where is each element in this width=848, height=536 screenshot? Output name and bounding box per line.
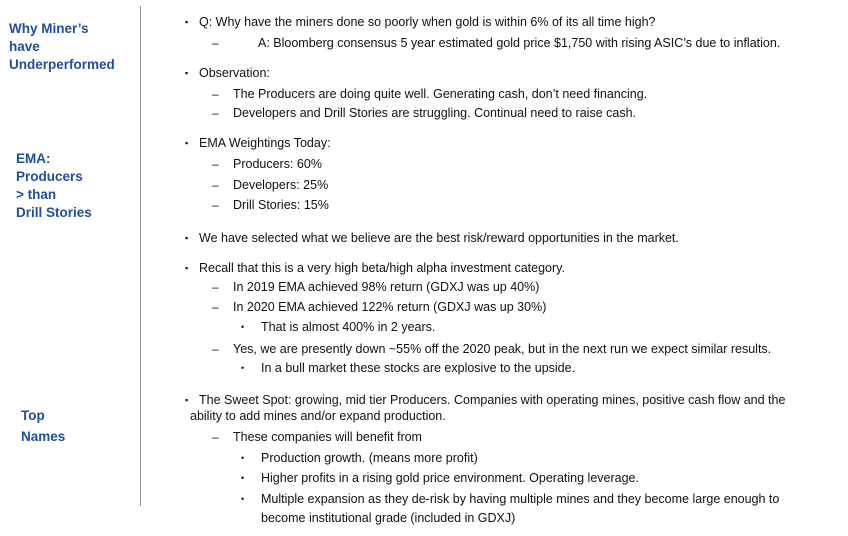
bullet-text: Producers: 60% <box>233 157 322 171</box>
dash-bullet-icon: – <box>212 36 219 50</box>
dash-bullet-icon: – <box>212 198 219 212</box>
dot-bullet-icon: • <box>241 322 245 332</box>
bullet-text: Observation: <box>199 66 270 80</box>
square-bullet-icon: ▪ <box>185 17 189 27</box>
label-line: Top <box>21 408 45 423</box>
bullet-text: A: Bloomberg consensus 5 year estimated gold price $1,750 with rising ASIC’s due to inflation. <box>258 36 781 50</box>
dot-bullet-icon: • <box>241 453 245 463</box>
square-bullet-icon: ▪ <box>185 68 189 78</box>
dash-bullet-icon: – <box>212 87 219 101</box>
dash-bullet-icon: – <box>212 106 219 120</box>
label-line: have <box>9 39 40 54</box>
dot-bullet-icon: • <box>241 363 245 373</box>
bullet-text: In a bull market these stocks are explosive to the upside. <box>261 361 576 375</box>
bullet-text: Q: Why have the miners done so poorly when gold is within 6% of its all time high? <box>199 15 656 29</box>
bullet-text: The Producers are doing quite well. Generating cash, don’t need financing. <box>233 87 648 101</box>
label-line: Drill Stories <box>16 205 92 220</box>
square-bullet-icon: ▪ <box>185 138 189 148</box>
bullet-text: EMA Weightings Today: <box>199 136 331 150</box>
bullet-text: Multiple expansion as they de-risk by having multiple mines and they become large enough to <box>261 492 780 506</box>
bullet-text: That is almost 400% in 2 years. <box>261 320 436 334</box>
label-line: Why Miner’s <box>9 21 89 36</box>
dot-bullet-icon: • <box>241 494 245 504</box>
bullet-text: We have selected what we believe are the best risk/reward opportunities in the market. <box>199 231 679 245</box>
label-line: EMA: <box>16 151 51 166</box>
label-line: Producers <box>16 169 83 184</box>
dot-bullet-icon: • <box>241 473 245 483</box>
dash-bullet-icon: – <box>212 300 219 314</box>
bullet-text: Production growth. (means more profit) <box>261 451 478 465</box>
bullet-text: Developers: 25% <box>233 178 329 192</box>
bullet-text: Developers and Drill Stories are struggling. Continual need to raise cash. <box>233 106 636 120</box>
bullet-text: The Sweet Spot: growing, mid tier Producers. Companies with operating mines, positive cash flow and the <box>199 393 786 407</box>
bullet-text: Yes, we are presently down ~55% off the 2020 peak, but in the next run we expect similar results. <box>233 342 772 356</box>
bullet-text: ability to add mines and/or expand production. <box>190 409 446 423</box>
bullet-text: In 2019 EMA achieved 98% return (GDXJ was up 40%) <box>233 280 540 294</box>
dash-bullet-icon: – <box>212 157 219 171</box>
bullet-text: Higher profits in a rising gold price environment. Operating leverage. <box>261 471 639 485</box>
square-bullet-icon: ▪ <box>185 395 189 405</box>
dash-bullet-icon: – <box>212 430 219 444</box>
label-line: > than <box>16 187 57 202</box>
dash-bullet-icon: – <box>212 280 219 294</box>
label-line: Names <box>21 429 66 444</box>
bullet-text: These companies will benefit from <box>233 430 422 444</box>
bullet-text: become institutional grade (included in GDXJ) <box>261 511 516 525</box>
bullet-text: Drill Stories: 15% <box>233 198 329 212</box>
bullet-text: Recall that this is a very high beta/high alpha investment category. <box>199 261 565 275</box>
dash-bullet-icon: – <box>212 178 219 192</box>
dash-bullet-icon: – <box>212 342 219 356</box>
square-bullet-icon: ▪ <box>185 233 189 243</box>
bullet-text: In 2020 EMA achieved 122% return (GDXJ was up 30%) <box>233 300 547 314</box>
label-line: Underperformed <box>9 57 115 72</box>
square-bullet-icon: ▪ <box>185 263 189 273</box>
